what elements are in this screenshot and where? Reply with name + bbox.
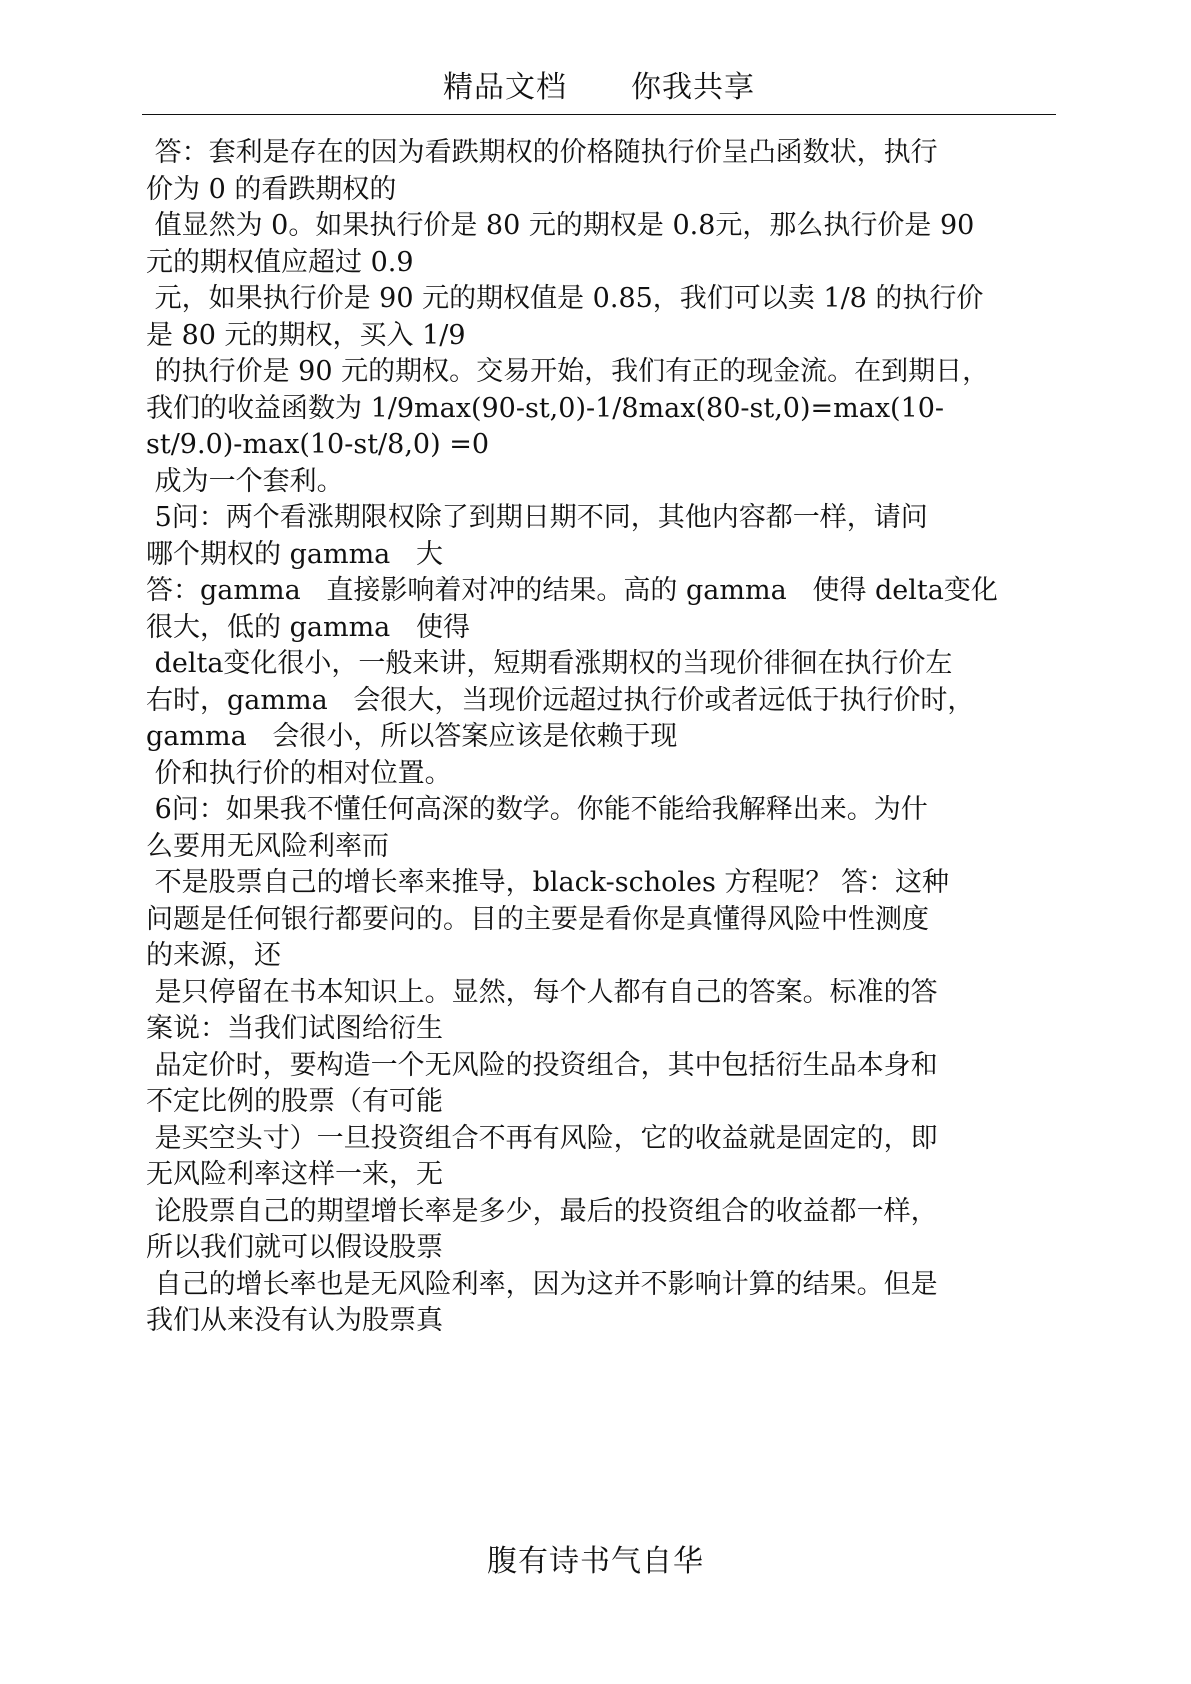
text-line: 论股票自己的期望增长率是多少，最后的投资组合的收益都一样，	[146, 1195, 938, 1227]
text-line: 我们从来没有认为股票真	[146, 1305, 443, 1336]
text-line: 无风险利率这样一来，无	[146, 1159, 443, 1190]
page-footer: 腹有诗书气自华	[487, 1544, 704, 1579]
text-line: 问题是任何银行都要问的。目的主要是看你是真懂得风险中性测度	[146, 903, 929, 935]
text-line: st/9.0)-max(10-st/8,0) =0	[146, 429, 489, 460]
text-line: gamma 会很小，所以答案应该是依赖于现	[146, 721, 678, 752]
text-line: 答：套利是存在的因为看跌期权的价格随执行价呈凸函数状，执行	[146, 137, 938, 168]
text-line: 是 80 元的期权，买入 1/9	[146, 319, 466, 351]
text-line: 所以我们就可以假设股票	[146, 1232, 443, 1263]
text-line: 元，如果执行价是 90 元的期权值是 0.85，我们可以卖 1/8 的执行价	[146, 283, 984, 314]
text-line: 成为一个套利。	[146, 465, 344, 497]
text-line: 是只停留在书本知识上。显然，每个人都有自己的答案。标准的答	[146, 976, 938, 1008]
text-line: 价和执行价的相对位置。	[146, 757, 452, 789]
text-line: 么要用无风险利率而	[146, 830, 389, 862]
header-right-text: 你我共享	[631, 70, 755, 105]
text-line: 品定价时，要构造一个无风险的投资组合，其中包括衍生品本身和	[146, 1049, 938, 1081]
text-line: 价为 0 的看跌期权的	[146, 173, 397, 205]
text-line: 不是股票自己的增长率来推导，black-scholes 方程呢？ 答：这种	[146, 867, 949, 898]
text-line: 答：gamma 直接影响着对冲的结果。高的 gamma 使得 delta变化	[146, 575, 998, 606]
text-line: 值显然为 0。如果执行价是 80 元的期权是 0.8元，那么执行价是 90	[146, 210, 975, 241]
text-line: 自己的增长率也是无风险利率，因为这并不影响计算的结果。但是	[146, 1268, 938, 1300]
text-line: 我们的收益函数为 1/9max(90-st,0)-1/8max(80-st,0)=max(10-	[146, 392, 945, 424]
text-line: 不定比例的股票（有可能	[146, 1086, 443, 1117]
text-line: 6问：如果我不懂任何高深的数学。你能不能给我解释出来。为什	[146, 794, 928, 825]
text-line: delta变化很小，一般来讲，短期看涨期权的当现价徘徊在执行价左	[146, 648, 953, 679]
header-rule	[142, 114, 1056, 115]
document-body	[146, 135, 1086, 1340]
text-line: 的来源，还	[146, 940, 281, 971]
text-line: 5问：两个看涨期限权除了到期日期不同，其他内容都一样，请问	[146, 502, 928, 533]
text-line: 哪个期权的 gamma 大	[146, 538, 444, 570]
text-line: 元的期权值应超过 0.9	[146, 246, 414, 278]
text-line: 的执行价是 90 元的期权。交易开始，我们有正的现金流。在到期日，	[146, 356, 990, 387]
header-left-text: 精品文档	[443, 70, 567, 105]
text-line: 右时，gamma 会很大，当现价远超过执行价或者远低于执行价时，	[146, 684, 975, 716]
text-line: 很大，低的 gamma 使得	[146, 611, 471, 643]
text-line: 是买空头寸）一旦投资组合不再有风险，它的收益就是固定的，即	[146, 1122, 938, 1154]
page-header	[142, 62, 1056, 106]
text-line: 案说：当我们试图给衍生	[146, 1013, 443, 1044]
